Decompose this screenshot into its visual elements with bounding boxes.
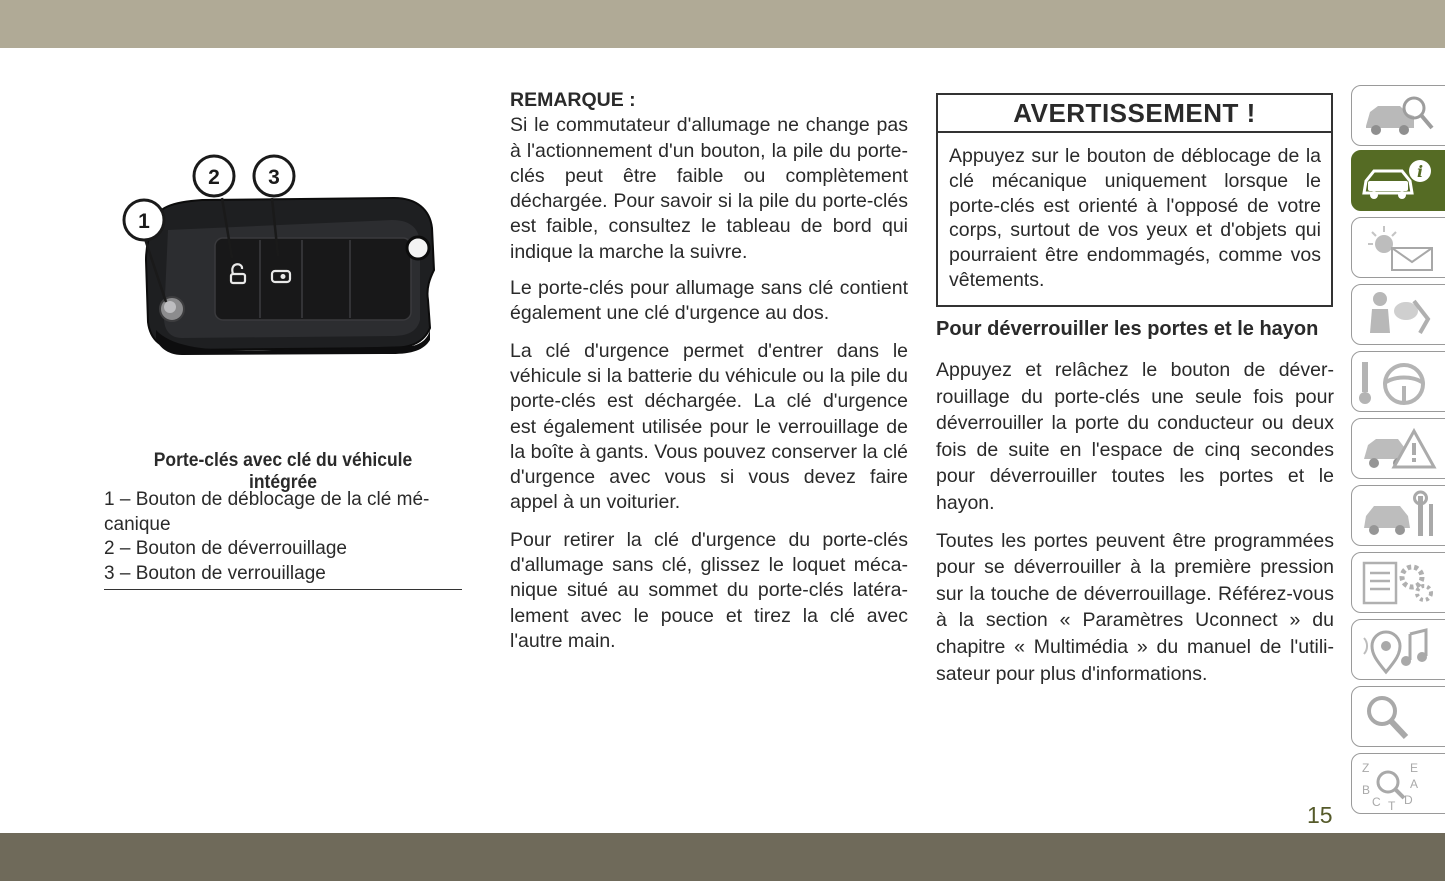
- svg-text:Z: Z: [1362, 761, 1370, 775]
- multimedia-music-icon: [1358, 624, 1440, 676]
- note-paragraph: [510, 88, 908, 265]
- warning-light-mail-icon: [1358, 222, 1440, 274]
- warning-text: Appuyez sur le bouton de déblocage de la clé mécanique uniquement lorsque le porte-clés est orienté à l'opposé de votre corps, surtout de vos yeux et d'objets qui pourraient être endommagés, comme vos vêtements.: [949, 145, 1321, 291]
- paragraph: Appuyez et relâchez le bouton de déverrouillage du porte-clés une seule fois pour déverrouiller la porte du conducteur ou deux fois de suite en l'espace de cinq secondes pour déverrouiller toutes les portes et le hayon.: [936, 359, 1334, 514]
- chapter-tab-customer-assistance[interactable]: [1351, 686, 1445, 747]
- figure-legend: [104, 488, 462, 586]
- car-wrench-icon: [1358, 490, 1440, 542]
- key-fob-illustration: [112, 150, 452, 365]
- svg-text:D: D: [1404, 793, 1413, 807]
- legend-line: 2 – Bouton de déverrouillage: [104, 538, 347, 559]
- legend-line: 3 – Bouton de verrouillage: [104, 562, 326, 584]
- warning-title: AVERTISSEMENT !: [938, 95, 1331, 133]
- steering-wheel-icon: [1358, 356, 1440, 408]
- search-index-icon: [1358, 691, 1440, 743]
- svg-text:A: A: [1410, 777, 1419, 791]
- car-hazard-icon: [1358, 423, 1440, 475]
- svg-text:T: T: [1388, 799, 1396, 810]
- legend-line: 1 – Bouton de déblocage de la clé mé-: [104, 489, 430, 510]
- svg-text:1: 1: [138, 210, 150, 233]
- bottom-band: [0, 833, 1445, 881]
- chapter-tab-index[interactable]: [1351, 753, 1445, 814]
- callout-3: [254, 156, 294, 196]
- chapter-tab-starting-operating[interactable]: [1351, 351, 1445, 412]
- figure-caption-title: Porte-clés avec clé du véhicule intégrée: [153, 450, 413, 493]
- specs-gear-icon: [1358, 557, 1440, 609]
- chapter-tab-getting-to-know[interactable]: [1351, 150, 1445, 211]
- legend-divider: [104, 589, 462, 590]
- paragraph: Le porte-clés pour allumage sans clé contient également une clé d'urgence au dos.: [510, 277, 908, 325]
- warning-box: [936, 93, 1333, 307]
- chapter-tab-introduction[interactable]: [1351, 85, 1445, 146]
- chapter-tab-technical-specs[interactable]: [1351, 552, 1445, 613]
- svg-text:E: E: [1410, 761, 1419, 775]
- section-title: Pour déverrouiller les portes et le hayon: [936, 318, 1319, 340]
- callout-2: [194, 156, 234, 196]
- chapter-tab-servicing[interactable]: [1351, 485, 1445, 546]
- svg-text:B: B: [1362, 783, 1371, 797]
- callout-1: [124, 200, 164, 240]
- legend-line: canique: [104, 513, 171, 535]
- svg-text:2: 2: [208, 166, 220, 189]
- top-band: [0, 0, 1445, 48]
- airbag-seat-icon: [1358, 289, 1440, 341]
- paragraph: Toutes les portes peuvent être programmées pour se déverrouiller à la première pression sur la touche de déverrouillage. Référez-vous à la section « Paramètres Uconnect » du chapitre « Multimédia » du manuel de l'utilisateur pour plus d'informations.: [936, 529, 1334, 685]
- paragraph: Pour retirer la clé d'urgence du porte-clés d'allumage sans clé, glissez le loquet mécanique situé au sommet du porte-clés latéralement avec le pouce et tirez la clé avec l'autre main.: [510, 528, 908, 652]
- chapter-tab-emergencies[interactable]: [1351, 418, 1445, 479]
- paragraph: Si le commutateur d'allumage ne change pas à l'actionnement d'un bouton, la pile du porte-clés peut être faible ou complètement déchargée. Pour savoir si la pile du porte-clés est faible, consultez le tableau de bord qui indique la marche la suivre.: [510, 114, 908, 263]
- note-label: REMARQUE :: [510, 89, 636, 111]
- svg-text:3: 3: [268, 166, 280, 189]
- page-number: 15: [1307, 802, 1333, 828]
- language-index-icon: [1358, 758, 1440, 810]
- paragraph: La clé d'urgence permet d'entrer dans le véhicule si la batterie du véhicule ou la pile du porte-clés est déchargée. La clé d'urgence est également utilisée pour le verrouillage de la boîte à gants. Vous pouvez conserver la clé d'urgence avec vous si vous devez faire appel à un voiturier.: [510, 339, 908, 514]
- car-magnifier-icon: [1358, 90, 1440, 142]
- svg-text:C: C: [1372, 795, 1381, 809]
- car-info-icon: [1358, 155, 1440, 207]
- column-2: [510, 88, 908, 666]
- chapter-tab-instrument-panel[interactable]: [1351, 217, 1445, 278]
- chapter-tab-safety[interactable]: [1351, 284, 1445, 345]
- column-3: [936, 357, 1334, 698]
- chapter-tab-multimedia[interactable]: [1351, 619, 1445, 680]
- svg-text:i: i: [1416, 162, 1424, 181]
